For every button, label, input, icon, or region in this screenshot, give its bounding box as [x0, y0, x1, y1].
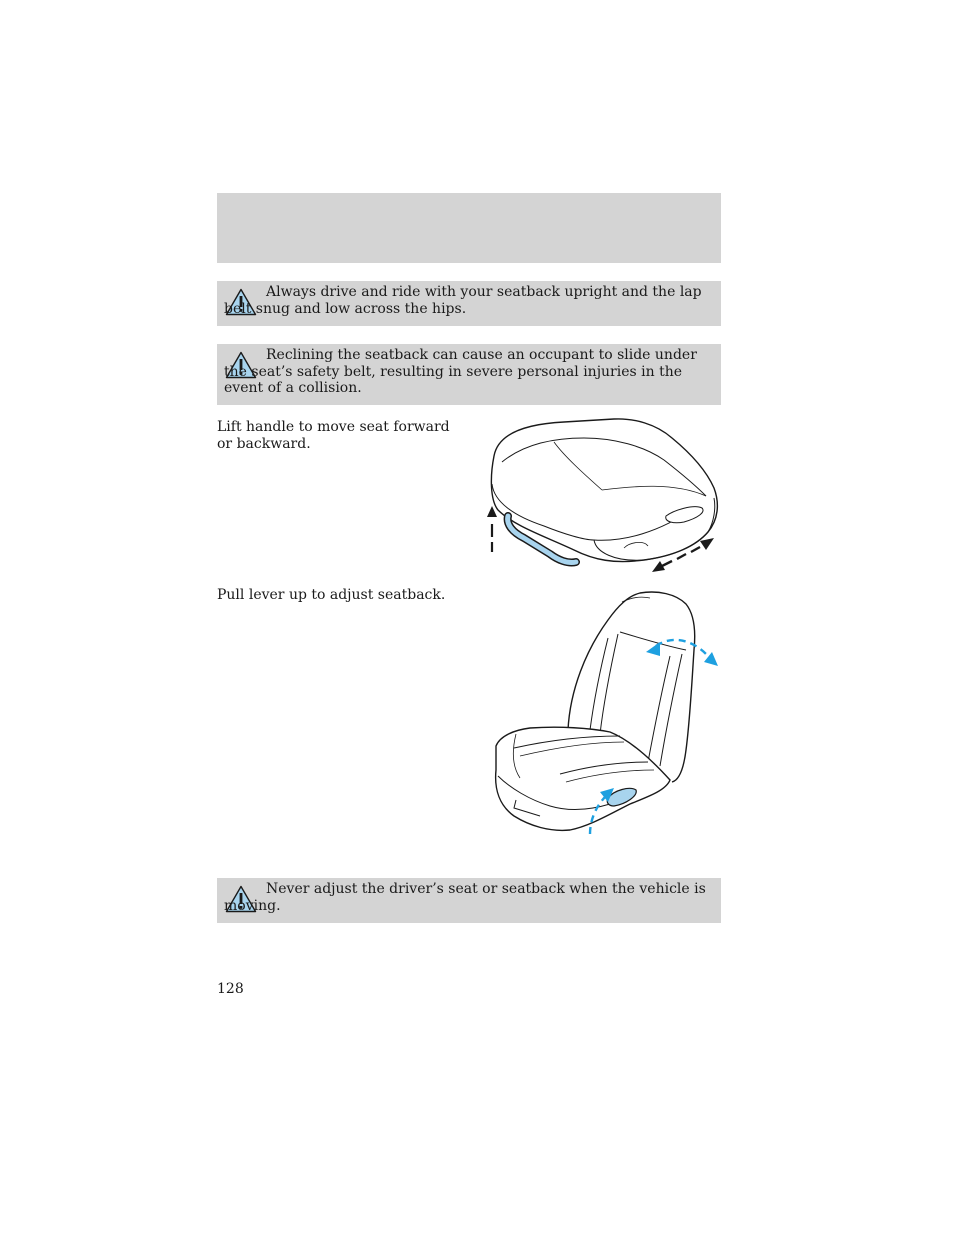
seatback-recline-illustration	[490, 590, 722, 840]
page-number: 128	[217, 981, 244, 997]
warning-text: Reclining the seatback can cause an occupant to slide under the seat’s safety belt, resulting in severe personal injuries in the event of a collision.	[224, 347, 697, 396]
warning-text: Never adjust the driver’s seat or seatback when the vehicle is moving.	[224, 881, 706, 914]
warning-text: Always drive and ride with your seatback upright and the lap belt snug and low across the hips.	[224, 284, 702, 317]
seat-fore-aft-adjust-illustration	[484, 416, 722, 576]
warning-box-seatback-upright	[217, 281, 721, 326]
instruction-recline: Pull lever up to adjust seatback.	[217, 587, 446, 603]
warning-box-reclining-seatback	[217, 344, 721, 405]
warning-box-never-adjust-moving	[217, 878, 721, 923]
section-header-bar	[217, 193, 721, 263]
instruction-fore-aft: Lift handle to move seat forward or backward.	[217, 419, 450, 452]
